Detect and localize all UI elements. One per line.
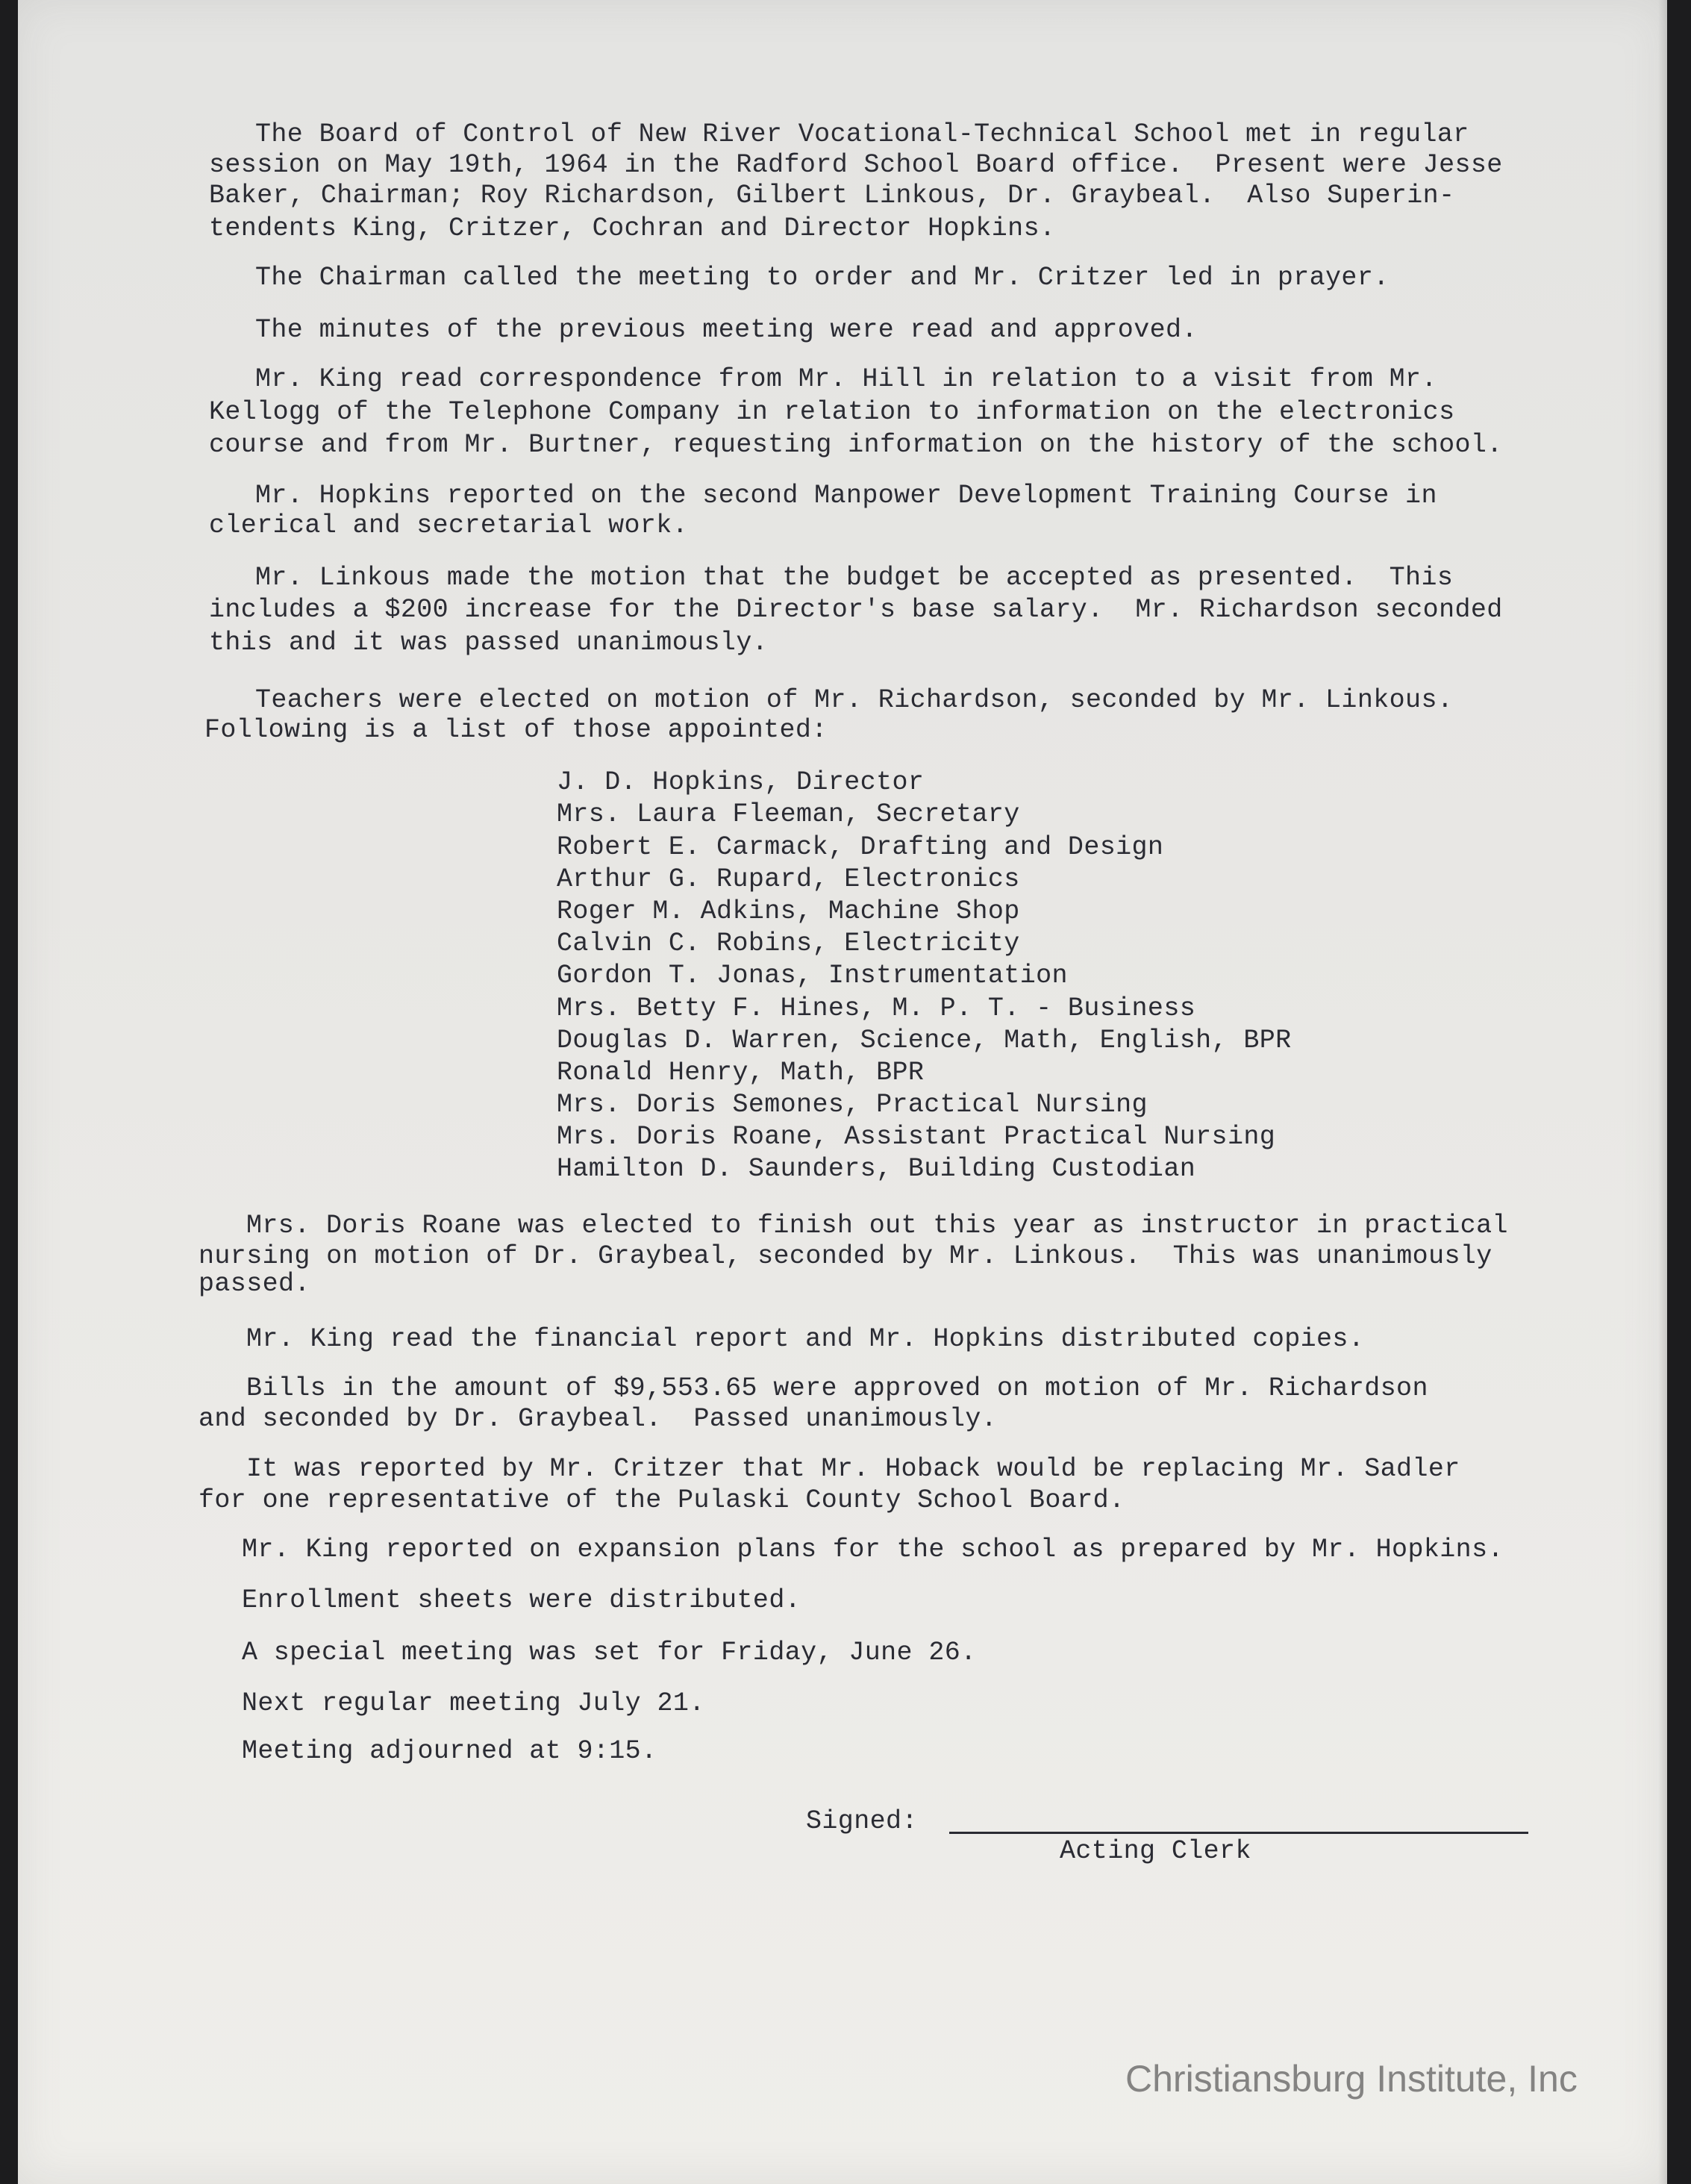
- list-item: Arthur G. Rupard, Electronics: [557, 864, 1020, 894]
- text-line: tendents King, Critzer, Cochran and Director Hopkins.: [209, 213, 1056, 243]
- list-item: Hamilton D. Saunders, Building Custodian: [557, 1154, 1196, 1184]
- text-line: Mr. Hopkins reported on the second Manpower Development Training Course in: [255, 481, 1437, 511]
- text-line: Mr. Linkous made the motion that the budget be accepted as presented. This: [255, 563, 1454, 593]
- list-item: Mrs. Doris Roane, Assistant Practical Nursing: [557, 1122, 1276, 1152]
- document-page: [18, 0, 1667, 2184]
- text-line: Following is a list of those appointed:: [204, 715, 828, 745]
- text-line: Mr. King reported on expansion plans for the school as prepared by Mr. Hopkins.: [242, 1535, 1504, 1564]
- text-line: Teachers were elected on motion of Mr. Richardson, seconded by Mr. Linkous.: [255, 685, 1454, 715]
- text-line: session on May 19th, 1964 in the Radford School Board office. Present were Jesse: [209, 150, 1503, 180]
- text-line: Next regular meeting July 21.: [242, 1688, 705, 1718]
- list-item: Ronald Henry, Math, BPR: [557, 1058, 925, 1088]
- text-line: Mr. King read the financial report and Mr. Hopkins distributed copies.: [246, 1324, 1365, 1354]
- list-item: Calvin C. Robins, Electricity: [557, 929, 1020, 958]
- list-item: Mrs. Betty F. Hines, M. P. T. - Business: [557, 993, 1196, 1023]
- text-line: Enrollment sheets were distributed.: [242, 1585, 801, 1615]
- text-line: A special meeting was set for Friday, June 26.: [242, 1638, 977, 1667]
- text-line: Bills in the amount of $9,553.65 were approved on motion of Mr. Richardson: [246, 1373, 1428, 1403]
- list-item: Roger M. Adkins, Machine Shop: [557, 896, 1020, 926]
- text-line: and seconded by Dr. Graybeal. Passed unanimously.: [199, 1404, 998, 1434]
- text-line: clerical and secretarial work.: [209, 511, 689, 540]
- signature-line: [949, 1832, 1528, 1834]
- text-line: The minutes of the previous meeting were read and approved.: [255, 315, 1198, 345]
- text-line: course and from Mr. Burtner, requesting information on the history of the school.: [209, 430, 1503, 460]
- text-line: Kellogg of the Telephone Company in relation to information on the electronics: [209, 397, 1455, 427]
- text-line: for one representative of the Pulaski County School Board.: [199, 1485, 1125, 1515]
- list-item: J. D. Hopkins, Director: [557, 767, 925, 797]
- list-item: Robert E. Carmack, Drafting and Design: [557, 832, 1164, 862]
- text-line: The Board of Control of New River Vocational-Technical School met in regular: [255, 119, 1469, 149]
- text-line: Baker, Chairman; Roy Richardson, Gilbert Linkous, Dr. Graybeal. Also Superin-: [209, 181, 1455, 210]
- list-item: Mrs. Doris Semones, Practical Nursing: [557, 1090, 1148, 1120]
- list-item: Mrs. Laura Fleeman, Secretary: [557, 799, 1020, 829]
- paper-edge-shadow: [1658, 0, 1667, 2184]
- text-line: passed.: [199, 1269, 310, 1299]
- text-line: The Chairman called the meeting to order and Mr. Critzer led in prayer.: [255, 263, 1390, 293]
- signature-title: Acting Clerk: [1060, 1836, 1251, 1866]
- text-line: this and it was passed unanimously.: [209, 628, 769, 658]
- text-line: nursing on motion of Dr. Graybeal, seconded by Mr. Linkous. This was unanimously: [199, 1241, 1492, 1271]
- list-item: Douglas D. Warren, Science, Math, English, BPR: [557, 1026, 1292, 1055]
- list-item: Gordon T. Jonas, Instrumentation: [557, 961, 1068, 990]
- text-line: Mrs. Doris Roane was elected to finish out this year as instructor in practical: [246, 1211, 1508, 1241]
- text-line: It was reported by Mr. Critzer that Mr. Hoback would be replacing Mr. Sadler: [246, 1454, 1460, 1484]
- text-line: Meeting adjourned at 9:15.: [242, 1736, 657, 1766]
- text-line: includes a $200 increase for the Director's base salary. Mr. Richardson seconded: [209, 595, 1503, 625]
- watermark: Christiansburg Institute, Inc: [1125, 2058, 1578, 2100]
- text-line: Mr. King read correspondence from Mr. Hill in relation to a visit from Mr.: [255, 364, 1437, 394]
- signature-label: Signed:: [806, 1806, 918, 1836]
